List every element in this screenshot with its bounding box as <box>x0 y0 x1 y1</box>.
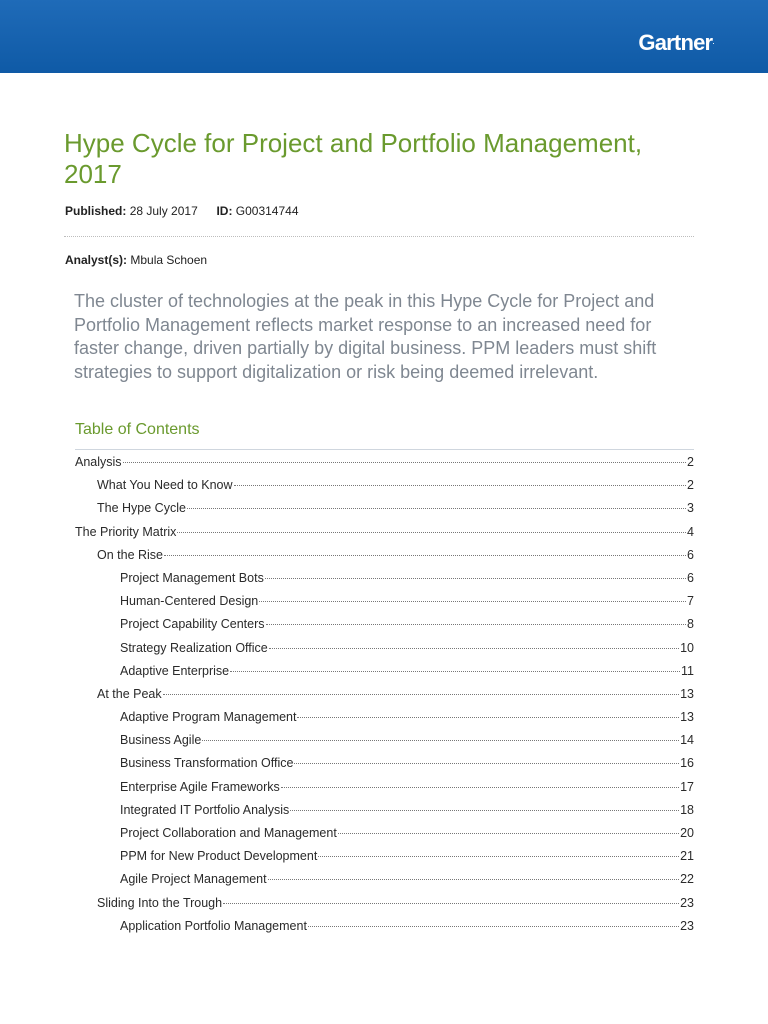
toc-entry-label: What You Need to Know <box>97 478 233 493</box>
toc-leader-dots <box>308 926 679 927</box>
toc-entry[interactable] <box>75 525 694 548</box>
toc-entry[interactable] <box>75 872 694 895</box>
toc-entry-label: Human-Centered Design <box>120 594 259 609</box>
toc-leader-dots <box>202 740 679 741</box>
toc-entry-page: 3 <box>687 501 694 516</box>
logo-text: Gartner <box>638 30 713 55</box>
toc-divider <box>75 449 694 450</box>
toc-entry-page: 18 <box>680 802 694 817</box>
toc-entry-label: Strategy Realization Office <box>120 640 268 655</box>
toc-entry-label: Analysis <box>75 455 122 469</box>
toc-entry[interactable] <box>75 501 694 524</box>
toc-leader-dots <box>265 578 686 579</box>
analyst-line <box>65 253 207 267</box>
toc-entry[interactable] <box>75 710 694 733</box>
toc-entry-label: Business Agile <box>120 733 202 748</box>
toc-entry-label: Agile Project Management <box>120 872 267 887</box>
id-label: ID: <box>216 204 233 218</box>
toc-entry-label: Application Portfolio Management <box>120 918 307 933</box>
toc-entry[interactable] <box>75 896 694 919</box>
publication-meta <box>65 204 299 218</box>
toc-entry-page: 14 <box>680 733 694 748</box>
toc-leader-dots <box>230 671 680 672</box>
toc-entry-label: The Hype Cycle <box>97 501 186 516</box>
toc-entry-page: 20 <box>680 826 694 840</box>
published-date: 28 July 2017 <box>129 204 198 218</box>
toc-entry-page: 2 <box>687 478 694 493</box>
toc-entry[interactable] <box>75 780 694 803</box>
toc-leader-dots <box>259 601 686 602</box>
toc-entry-page: 21 <box>680 849 694 864</box>
toc-entry-label: On the Rise <box>97 547 164 562</box>
summary-paragraph: The cluster of technologies at the peak in this Hype Cycle for Project and Portfolio Management reflects market response to an increased need for faster change, driven partially by digital business. PPM leaders must shift strategies to support digitalization or risk being deemed irrelevant. <box>74 291 657 382</box>
toc-entry-page: 8 <box>687 617 694 632</box>
toc-leader-dots <box>338 833 679 834</box>
logo-mark: . <box>712 36 714 46</box>
published-label: Published: <box>65 204 127 218</box>
toc-entry-label: The Priority Matrix <box>75 524 177 539</box>
toc-entry-page: 4 <box>687 524 694 539</box>
toc-entry-label: Business Transformation Office <box>120 756 294 771</box>
toc-entry-page: 6 <box>687 570 694 585</box>
toc-entry[interactable] <box>75 617 694 640</box>
toc-leader-dots <box>297 717 679 718</box>
toc-leader-dots <box>163 694 679 695</box>
toc-leader-dots <box>294 763 679 764</box>
toc-entry-page: 16 <box>680 756 694 771</box>
toc-entry-page: 13 <box>680 686 694 701</box>
toc-entry-label: Adaptive Enterprise <box>120 663 230 678</box>
gartner-logo <box>638 30 714 56</box>
toc-leader-dots <box>187 508 686 509</box>
toc-entry-label: At the Peak <box>97 686 162 701</box>
toc-entry[interactable] <box>75 849 694 872</box>
toc-entry-page: 22 <box>680 872 694 887</box>
toc-entry-page: 10 <box>680 640 694 655</box>
toc-entry-label: PPM for New Product Development <box>120 849 318 864</box>
toc-leader-dots <box>177 532 686 533</box>
toc-leader-dots <box>223 903 679 904</box>
toc-entry-page: 17 <box>680 779 694 794</box>
toc-leader-dots <box>269 648 679 649</box>
table-of-contents <box>75 455 694 942</box>
toc-entry-label: Adaptive Program Management <box>120 710 297 725</box>
toc-entry[interactable] <box>75 664 694 687</box>
toc-leader-dots <box>268 879 679 880</box>
toc-entry-page: 23 <box>680 895 694 910</box>
toc-entry-label: Project Collaboration and Management <box>120 826 337 840</box>
toc-entry[interactable] <box>75 455 694 478</box>
toc-entry-page: 11 <box>681 663 694 678</box>
toc-leader-dots <box>290 810 679 811</box>
header-band <box>0 0 768 73</box>
toc-entry-page: 2 <box>687 455 694 469</box>
toc-entry-label: Sliding Into the Trough <box>97 895 223 910</box>
toc-leader-dots <box>266 624 687 625</box>
toc-leader-dots <box>234 485 687 486</box>
toc-leader-dots <box>164 555 686 556</box>
toc-entry-label: Project Management Bots <box>120 570 264 585</box>
toc-leader-dots <box>123 462 687 463</box>
document-title: Hype Cycle for Project and Portfolio Management, 2017 <box>64 128 643 189</box>
analyst-label: Analyst(s): <box>65 253 128 267</box>
toc-entry[interactable] <box>75 641 694 664</box>
toc-entry-page: 23 <box>680 918 694 933</box>
toc-entry-label: Integrated IT Portfolio Analysis <box>120 802 290 817</box>
toc-entry-page: 6 <box>687 547 694 562</box>
toc-entry[interactable] <box>75 919 694 942</box>
toc-entry-label: Enterprise Agile Frameworks <box>120 779 280 794</box>
toc-entry-label: Project Capability Centers <box>120 617 265 632</box>
toc-entry[interactable] <box>75 594 694 617</box>
document-id: G00314744 <box>235 204 299 218</box>
toc-heading: Table of Contents <box>75 421 200 438</box>
toc-entry[interactable] <box>75 803 694 826</box>
meta-divider <box>64 236 694 237</box>
toc-entry[interactable] <box>75 687 694 710</box>
toc-leader-dots <box>281 787 679 788</box>
toc-entry[interactable] <box>75 478 694 501</box>
toc-entry-page: 13 <box>680 710 694 725</box>
analyst-name: Mbula Schoen <box>130 253 208 267</box>
toc-entry[interactable] <box>75 548 694 571</box>
toc-entry[interactable] <box>75 826 694 849</box>
toc-entry[interactable] <box>75 756 694 779</box>
toc-entry[interactable] <box>75 733 694 756</box>
toc-leader-dots <box>318 856 679 857</box>
toc-entry-page: 7 <box>687 594 694 609</box>
toc-entry[interactable] <box>75 571 694 594</box>
